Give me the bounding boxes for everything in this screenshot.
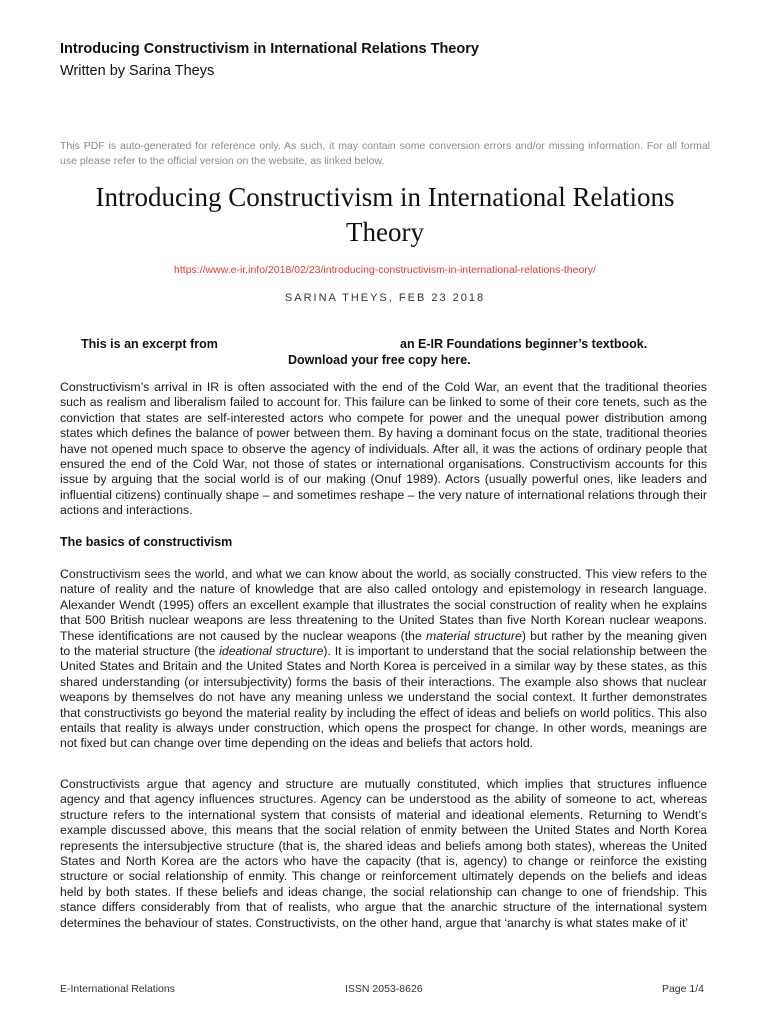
article-byline: SARINA THEYS, FEB 23 2018: [284, 292, 486, 304]
download-copy-link[interactable]: Download your free copy here.: [288, 353, 471, 367]
article-title: Introducing Constructivism in International Relations Theory: [95, 182, 675, 247]
section-heading-basics: The basics of constructivism: [60, 535, 233, 549]
footer-publisher: E-International Relations: [60, 983, 175, 995]
paragraph-basics-part-a: Constructivism sees the world, and what we can know about the world, as socially constructed. This view refers to the nature of reality and the nature of knowledge that are also called ontology and epistemology in research language. Alexander Wendt (1995) offers an excellent example that illustrates the social construction of reality when he explains that 500 British nuclear weapons are less threatening to the United States than five North Korean nuclear weapons. These identifications are not caused by the nuclear weapons (the: [60, 567, 707, 643]
excerpt-note-start: This is an excerpt from: [81, 337, 218, 351]
paragraph-intro: Constructivism’s arrival in IR is often associated with the end of the Cold War, an event that the traditional theories such as realism and liberalism failed to account for. This failure can be linked to some of their core tenets, such as the conviction that states are self-interested actors who compete for power and the unequal power distribution among states which defines the balance of power between them. By having a dominant focus on the state, traditional theories have not opened much space to observe the agency of individuals. After all, it was the actions of ordinary people that ensured the end of the Cold War, not those of states or international organisations. Constructivism accounts for this issue by arguing that the social world is of our making (Onuf 1989). Actors (usually powerful ones, like leaders and influential citizens) continually shape – and sometimes reshape – the very nature of international relations through their actions and interactions.: [60, 380, 707, 518]
paragraph-basics-part-c: ). It is important to understand that the social relationship between the United States and Britain and the United States and North Korea is perceived in a similar way by these states, as this shared understanding (or intersubjectivity) forms the basis of their interactions. The example also shows that nuclear weapons by themselves do not have any meaning unless we understand the social context. It further demonstrates that constructivists go beyond the material reality by including the effect of ideas and beliefs on world politics. This also entails that reality is always under construction, which opens the prospect for change. In other words, meanings are not fixed but can change over time depending on the ideas and beliefs that actors hold.: [60, 644, 708, 751]
auto-generated-notice: This PDF is auto-generated for reference only. As such, it may contain some conversion errors and/or missing information. For all formal use please refer to the official version on the website, as linked below.: [60, 140, 710, 167]
term-ideational-structure: ideational structure: [219, 644, 324, 659]
paragraph-agency-structure: Constructivists argue that agency and structure are mutually constituted, which implies that structures influence agency and that agency influences structures. Agency can be understood as the ability of someone to act, whereas structure refers to the international system that consists of material and ideational elements. Returning to Wendt’s example discussed above, this means that the social relation of enmity between the United States and North Korea represents the intersubjective structure (that is, the shared ideas and beliefs among both states), whereas the United States and North Korea are the actors who have the capacity (that is, agency) to change or reinforce the existing structure or social relationship of enmity. This change or reinforcement ultimately depends on the beliefs and ideas held by both states. If these beliefs and ideas change, the social relationship can change to one of friendship. This stance differs considerably from that of realists, who argue that the anarchic structure of the international system determines the behaviour of states. Constructivists, on the other hand, argue that ‘anarchy is what states make of it’: [60, 777, 707, 930]
paragraph-basics-part-b: ) but rather by the meaning given to the material structure (the: [60, 628, 707, 659]
term-material-structure: material structure: [426, 628, 522, 643]
running-header-author: Written by Sarina Theys: [60, 63, 215, 79]
article-url-link[interactable]: https://www.e-ir.info/2018/02/23/introducing-constructivism-in-international-relations-theory/: [174, 264, 596, 276]
excerpt-note-end: an E-IR Foundations beginner’s textbook.: [400, 337, 648, 351]
footer-issn: ISSN 2053-8626: [345, 983, 423, 995]
footer-page-number: Page 1/4: [661, 983, 704, 995]
running-header-title: Introducing Constructivism in International Relations Theory: [60, 41, 479, 57]
paragraph-basics: [60, 567, 707, 752]
